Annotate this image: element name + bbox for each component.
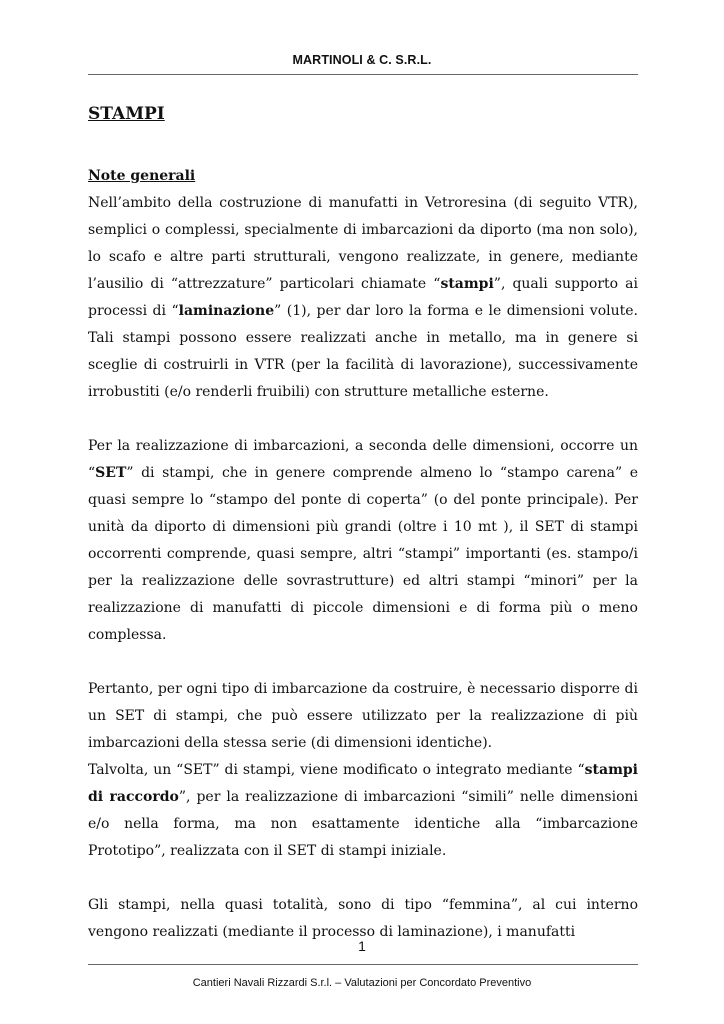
paragraph-spacer [88, 406, 638, 433]
paragraph-4-bold-stampi-di-raccordo: stampi di raccordo [88, 762, 638, 805]
paragraph-5: Gli stampi, nella quasi totalità, sono di tipo “femmina”, al cui interno vengono realizzati (mediante il processo di laminazione), i manufatti [88, 897, 638, 940]
paragraph-2 [88, 433, 638, 649]
document-title: STAMPI [88, 104, 165, 124]
paragraph-2-text-c: ” di stampi, che in genere comprende almeno lo “stampo carena” e quasi sempre lo “stampo del ponte di coperta” (o del ponte principale). Per unità da diporto di dimensioni più grandi (oltre i 10 mt ), il SET di stampi occorrenti comprende, quasi sempre, altri “stampi” importanti (es. stampo/i per la realizzazione delle sovrastrutture) ed altri stampi “minori” per la realizzazione di manufatti di piccole dimensioni e di forma più o meno complessa. [88, 465, 638, 643]
header-divider [88, 74, 638, 75]
paragraph-4-text-c: ”, per la realizzazione di imbarcazioni “simili” nelle dimensioni e/o nella forma, ma non esattamente identiche alla “imbarcazione Prototipo”, realizzata con il SET di stampi iniziale. [88, 789, 639, 859]
paragraph-1-bold-stampi: stampi [440, 276, 494, 292]
paragraph-spacer [88, 865, 638, 892]
page-header-company: MARTINOLI & C. S.R.L. [292, 53, 432, 67]
paragraph-2-bold-set: SET [95, 465, 127, 481]
page-footer: Cantieri Navali Rizzardi S.r.l. – Valutazioni per Concordato Preventivo [192, 977, 532, 989]
paragraph-spacer [88, 649, 638, 676]
footer-divider [88, 964, 638, 965]
paragraph-1 [88, 190, 638, 406]
paragraph-4 [88, 757, 638, 865]
paragraph-1-text-c: ”, quali supporto ai processi di “ [88, 276, 638, 319]
paragraph-1-text-d: ” (1), per dar loro la forma e le dimensioni volute. Tali stampi possono essere realizzati anche in metallo, ma in genere si sceglie di costruirli in VTR (per la facilità di lavorazione), successivamente irrobustiti (e/o renderli fruibili) con strutture metalliche esterne. [88, 303, 638, 400]
paragraph-4-text-a: Talvolta, un “SET” di stampi, viene modificato o integrato mediante “ [88, 762, 585, 778]
paragraph-3: Pertanto, per ogni tipo di imbarcazione da costruire, è necessario disporre di un SET di stampi, che può essere utilizzato per la realizzazione di più imbarcazioni della stessa serie (di dimensioni identiche). [88, 681, 638, 751]
document-body [88, 92, 638, 946]
page-number: 1 [358, 938, 366, 954]
paragraph-2-text-a: Per la realizzazione di imbarcazioni, a seconda delle dimensioni, occorre un “ [88, 438, 638, 481]
paragraph-1-text-a: Nell’ambito della costruzione di manufatti in Vetroresina (di seguito VTR), semplici o complessi, specialmente di imbarcazioni da diporto (ma non solo), lo scafo e altre parti strutturali, vengono realizzate, in genere, mediante l’ausilio di “attrezzature” particolari chiamate “ [88, 195, 638, 292]
paragraph-1-bold-laminazione: laminazione [178, 303, 275, 319]
section-heading: Note generali [88, 168, 196, 184]
